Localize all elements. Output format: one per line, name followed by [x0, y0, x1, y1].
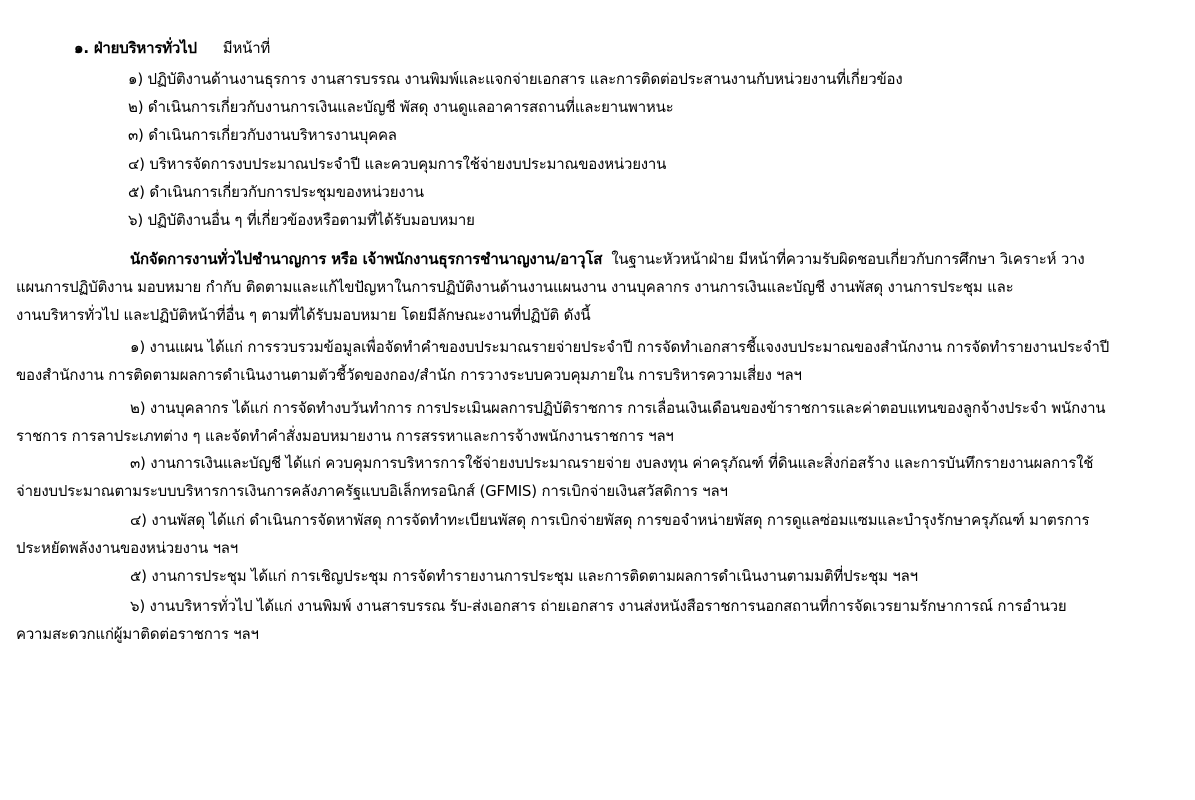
duty-item: ๕) ดำเนินการเกี่ยวกับการประชุมของหน่วยงาน — [128, 183, 424, 201]
characteristic-item: ๖) งานบริหารทั่วไป ได้แก่ งานพิมพ์ งานสารบรรณ รับ-ส่งเอกสาร ถ่ายเอกสาร งานส่งหนังสือราชการนอกสถานที่การจัดเวรยามรักษาการณ์ การอำนวย — [130, 597, 1067, 615]
characteristic-item: ๕) งานการประชุม ได้แก่ การเชิญประชุม การจัดทำรายงานการประชุม และการติดตามผลการดำเนินงานตามมติที่ประชุม ฯลฯ — [130, 567, 918, 585]
position-description-start: ในฐานะหัวหน้าฝ่าย มีหน้าที่ความรับผิดชอบเกี่ยวกับการศึกษา วิเคราะห์ วาง — [611, 250, 1085, 268]
duty-item: ๒) ดำเนินการเกี่ยวกับงานการเงินและบัญชี พัสดุ งานดูแลอาคารสถานที่และยานพาหนะ — [128, 98, 674, 116]
characteristic-item: ๒) งานบุคลากร ได้แก่ การจัดทำงบวันทำการ การประเมินผลการปฏิบัติราชการ การเลื่อนเงินเดือนของข้าราชการและค่าตอบแทนของลูกจ้างประจำ พนักงาน — [130, 399, 1106, 417]
duty-item: ๖) ปฏิบัติงานอื่น ๆ ที่เกี่ยวข้องหรือตามที่ได้รับมอบหมาย — [128, 211, 475, 229]
characteristic-item-continuation: ของสำนักงาน การติดตามผลการดำเนินงานตามตัวชี้วัดของกอง/สำนัก การวางระบบควบคุมภายใน การบริหารความเสี่ยง ฯลฯ — [16, 366, 802, 384]
duty-item: ๔) บริหารจัดการงบประมาณประจำปี และควบคุมการใช้จ่ายงบประมาณของหน่วยงาน — [128, 155, 667, 173]
characteristic-item-continuation: ราชการ การลาประเภทต่าง ๆ และจัดทำคำสั่งมอบหมายงาน การสรรหาและการจ้างพนักงานราชการ ฯลฯ — [16, 427, 674, 445]
section-title: ๑. ฝ่ายบริหารทั่วไป — [74, 39, 197, 57]
section-role-label: มีหน้าที่ — [222, 39, 271, 57]
characteristic-item-continuation: ความสะดวกแก่ผู้มาติดต่อราชการ ฯลฯ — [16, 625, 259, 643]
position-paragraph-line: งานบริหารทั่วไป และปฏิบัติหน้าที่อื่น ๆ ตามที่ได้รับมอบหมาย โดยมีลักษณะงานที่ปฏิบัติ ดังนี้ — [16, 306, 591, 324]
duty-item: ๑) ปฏิบัติงานด้านงานธุรการ งานสารบรรณ งานพิมพ์และแจกจ่ายเอกสาร และการติดต่อประสานงานกับหน่วยงานที่เกี่ยวข้อง — [128, 70, 903, 88]
section-heading — [74, 38, 270, 58]
duty-item: ๓) ดำเนินการเกี่ยวกับงานบริหารงานบุคคล — [128, 126, 397, 144]
characteristic-item-continuation: จ่ายงบประมาณตามระบบบริหารการเงินการคลังภาครัฐแบบอิเล็กทรอนิกส์ (GFMIS) การเบิกจ่ายเงินสวัสดิการ ฯลฯ — [16, 482, 728, 500]
characteristic-item: ๑) งานแผน ได้แก่ การรวบรวมข้อมูลเพื่อจัดทำคำของบประมาณรายจ่ายประจำปี การจัดทำเอกสารชี้แจงงบประมาณของสำนักงาน การจัดทำรายงานประจำปี — [130, 338, 1110, 356]
position-paragraph-line — [130, 249, 1085, 269]
characteristic-item: ๔) งานพัสดุ ได้แก่ ดำเนินการจัดหาพัสดุ การจัดทำทะเบียนพัสดุ การเบิกจ่ายพัสดุ การขอจำหน่ายพัสดุ การดูแลซ่อมแซมและบำรุงรักษาครุภัณฑ์ มาตรการ — [130, 511, 1090, 529]
characteristic-item: ๓) งานการเงินและบัญชี ได้แก่ ควบคุมการบริหารการใช้จ่ายงบประมาณรายจ่าย งบลงทุน ค่าครุภัณฑ์ ที่ดินและสิ่งก่อสร้าง และการบันทึกรายงานผลการใช้ — [130, 454, 1094, 472]
position-paragraph-line: แผนการปฏิบัติงาน มอบหมาย กำกับ ติดตามและแก้ไขปัญหาในการปฏิบัติงานด้านงานแผนงาน งานบุคลากร งานการเงินและบัญชี งานพัสดุ งานการประชุม และ — [16, 278, 1014, 296]
characteristic-item-continuation: ประหยัดพลังงานของหน่วยงาน ฯลฯ — [16, 539, 239, 557]
position-title: นักจัดการงานทั่วไปชำนาญการ หรือ เจ้าพนักงานธุรการชำนาญงาน/อาวุโส — [130, 250, 603, 268]
